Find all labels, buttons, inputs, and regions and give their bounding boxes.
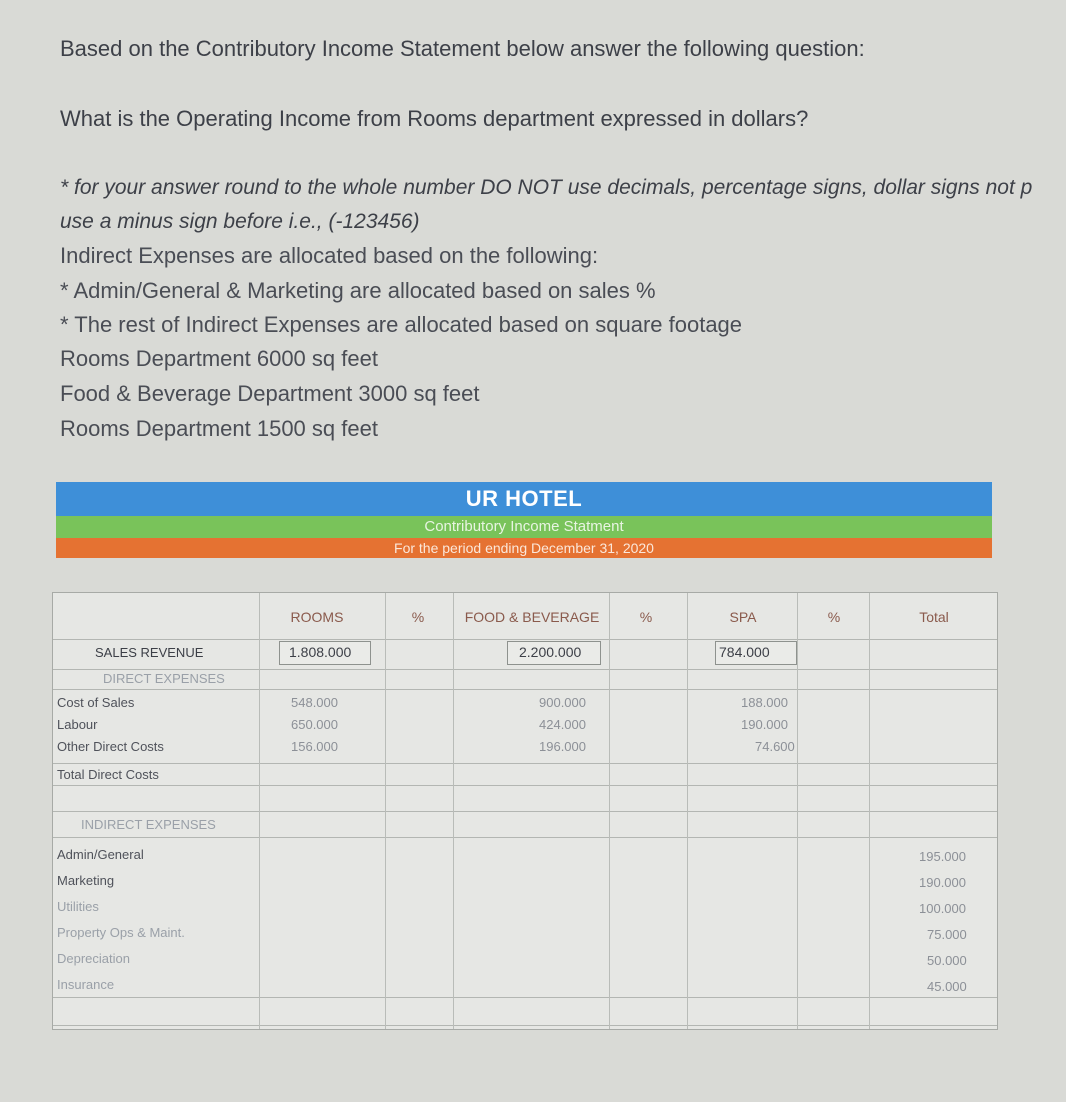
fb-labour: 424.000	[539, 717, 586, 732]
allocation-title: Indirect Expenses are allocated based on the following:	[60, 243, 599, 268]
insurance-label: Insurance	[57, 977, 115, 992]
rooms-revenue: 1.808.000	[289, 644, 352, 660]
property-ops-label: Property Ops & Maint.	[57, 925, 185, 940]
answer-note-line2: use a minus sign before i.e., (-123456)	[60, 210, 420, 233]
question-prompt: What is the Operating Income from Rooms department expressed in dollars?	[60, 106, 809, 131]
spa-labour: 190.000	[741, 717, 788, 732]
col-food-beverage: FOOD & BEVERAGE	[464, 609, 600, 625]
property-ops-total: 75.000	[927, 927, 967, 942]
admin-general-total: 195.000	[919, 849, 966, 864]
spa-cost-of-sales: 188.000	[741, 695, 788, 710]
col-spa-pct: %	[827, 609, 841, 625]
labour-label: Labour	[57, 717, 98, 732]
utilities-label: Utilities	[57, 899, 99, 914]
utilities-total: 100.000	[919, 901, 966, 916]
marketing-total: 190.000	[919, 875, 966, 890]
fb-revenue: 2.200.000	[519, 644, 582, 660]
fb-other-direct: 196.000	[539, 739, 586, 754]
col-fb-pct: %	[639, 609, 653, 625]
spa-revenue: 784.000	[719, 644, 770, 660]
statement-subtitle: Contributory Income Statment	[424, 518, 624, 535]
spa-other-direct: 74.600	[755, 739, 795, 754]
insurance-total: 45.000	[927, 979, 967, 994]
dept-rooms-footage: Rooms Department 6000 sq feet	[60, 346, 378, 371]
statement-period: For the period ending December 31, 2020	[394, 540, 654, 556]
hotel-title: UR HOTEL	[465, 486, 583, 511]
indirect-expenses-label: INDIRECT EXPENSES	[81, 817, 216, 832]
cost-of-sales-label: Cost of Sales	[57, 695, 135, 710]
allocation-rule-footage: * The rest of Indirect Expenses are allocated based on square footage	[60, 312, 743, 337]
col-rooms: ROOMS	[290, 609, 344, 625]
income-statement-table	[52, 592, 998, 1030]
banner-hotel-band	[56, 482, 992, 516]
answer-note-line1: * for your answer round to the whole number DO NOT use decimals, percentage signs, dollar signs not p	[60, 176, 1033, 199]
col-rooms-pct: %	[411, 609, 425, 625]
sales-revenue-label: SALES REVENUE	[95, 645, 204, 660]
rooms-labour: 650.000	[291, 717, 338, 732]
rooms-cost-of-sales: 548.000	[291, 695, 338, 710]
dept-fb-footage: Food & Beverage Department 3000 sq feet	[60, 381, 480, 406]
depreciation-label: Depreciation	[57, 951, 130, 966]
depreciation-total: 50.000	[927, 953, 967, 968]
allocation-rule-sales: * Admin/General & Marketing are allocated based on sales %	[60, 278, 656, 303]
banner-period-band	[56, 538, 992, 558]
col-total: Total	[919, 609, 949, 625]
dept-third-footage: Rooms Department 1500 sq feet	[60, 416, 378, 441]
direct-expenses-label: DIRECT EXPENSES	[103, 671, 225, 686]
total-direct-costs-label: Total Direct Costs	[57, 767, 159, 782]
banner-subtitle-band	[56, 516, 992, 538]
marketing-label: Marketing	[57, 873, 115, 888]
fb-cost-of-sales: 900.000	[539, 695, 586, 710]
rooms-other-direct: 156.000	[291, 739, 338, 754]
other-direct-costs-label: Other Direct Costs	[57, 739, 164, 754]
statement-banner	[56, 482, 992, 558]
admin-general-label: Admin/General	[57, 847, 144, 862]
col-spa: SPA	[729, 609, 757, 625]
question-intro: Based on the Contributory Income Statement below answer the following question:	[60, 36, 865, 61]
